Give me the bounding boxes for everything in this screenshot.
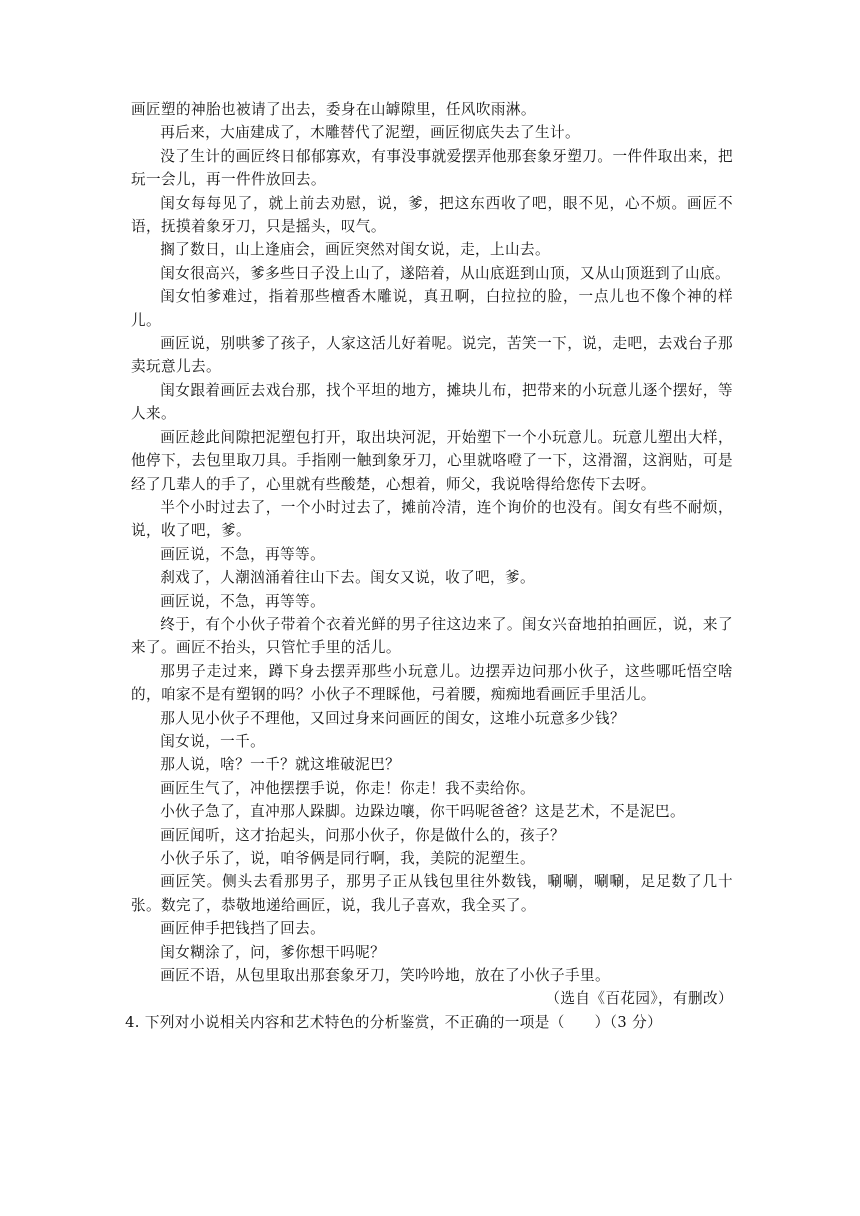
story-paragraph: 闺女说，一千。: [160, 732, 266, 750]
story-paragraph: 闺女糊涂了，问，爹你想干吗呢？: [160, 943, 386, 961]
story-paragraph: 闺女很高兴，爹多些日子没上山了，遂陪着，从山底逛到山顶，又从山顶逛到了山底。: [160, 264, 730, 282]
story-paragraph: 画匠说，不急，再等等。: [160, 592, 326, 610]
story-paragraph: 闺女每每见了，就上前去劝慰，说，爹，把这东西收了吧，眼不见，心不烦。画匠不语，抚摸着象牙刀，只是摇头，叹气。: [131, 194, 733, 236]
story-paragraph: 那男子走过来，蹲下身去摆弄那些小玩意儿。边摆弄边问那小伙子，这些哪吒悟空啥的，咱家不是有塑钢的吗？小伙子不理睬他，弓着腰，痴痴地看画匠手里活儿。: [131, 662, 733, 704]
story-paragraph: 画匠说，不急，再等等。: [160, 545, 326, 563]
story-paragraph: 画匠生气了，冲他摆摆手说，你走！你走！我不卖给你。: [160, 779, 536, 797]
story-paragraph: 那人见小伙子不理他，又回过身来问画匠的闺女，这堆小玩意多少钱？: [160, 709, 625, 727]
story-paragraph: 画匠不语，从包里取出那套象牙刀，笑吟吟地，放在了小伙子手里。: [160, 967, 611, 985]
story-paragraph: 画匠笑。侧头去看那男子，那男子正从钱包里往外数钱，唰唰，唰唰，足足数了几十张。数完了，恭敬地递给画匠，说，我儿子喜欢，我全买了。: [131, 873, 733, 914]
source-citation: （选自《百花园》，有删改）: [545, 990, 733, 1008]
story-paragraph: 闺女跟着画匠去戏台那，找个平坦的地方，摊块儿布，把带来的小玩意儿逐个摆好，等人来。: [131, 381, 733, 423]
story-paragraph: 画匠趁此间隙把泥塑包打开，取出块河泥，开始塑下一个小玩意儿。玩意儿塑出大样，他停下，去包里取刀具。手指刚一触到象牙刀，心里就咯噔了一下，这滑溜，这润贴，可是经了几辈人的手了，心里就有些酸楚，心想着，师父，我说啥得给您传下去呀。: [131, 428, 733, 493]
story-paragraph: 画匠塑的神胎也被请了出去，委身在山罅隙里，任风吹雨淋。: [131, 101, 536, 118]
story-paragraph: 小伙子乐了，说，咱爷俩是同行啊，我，美院的泥塑生。: [160, 850, 536, 867]
story-paragraph: 小伙子急了，直冲那人跺脚。边跺边嚷，你干吗呢爸爸？这是艺术，不是泥巴。: [160, 803, 685, 821]
story-body: [131, 98, 733, 987]
story-paragraph: 画匠伸手把钱挡了回去。: [160, 920, 326, 938]
story-paragraph: 刹戏了，人潮汹涌着往山下去。闺女又说，收了吧，爹。: [160, 569, 536, 587]
story-paragraph: 搁了数日，山上逢庙会，画匠突然对闺女说，走，上山去。: [160, 241, 551, 259]
story-paragraph: 没了生计的画匠终日郁郁寡欢，有事没事就爱摆弄他那套象牙塑刀。一件件取出来，把玩一会儿，再一件件放回去。: [131, 147, 733, 189]
story-paragraph: 终于，有个小伙子带着个衣着光鲜的男子往这边来了。闺女兴奋地拍拍画匠，说，来了来了。画匠不抬头，只管忙手里的活儿。: [131, 615, 733, 657]
story-paragraph: 画匠闻听，这才抬起头，问那小伙子，你是做什么的，孩子？: [160, 826, 566, 844]
document-page: [125, 98, 733, 1034]
story-paragraph: 那人说，啥？一千？就这堆破泥巴？: [160, 756, 401, 774]
story-paragraph: 半个小时过去了，一个小时过去了，摊前冷清，连个询价的也没有。闺女有些不耐烦，说，收了吧，爹。: [131, 498, 733, 540]
story-paragraph: 画匠说，别哄爹了孩子，人家这活儿好着呢。说完，苦笑一下，说，走吧，去戏台子那卖玩意儿去。: [131, 335, 733, 376]
story-paragraph: 再后来，大庙建成了，木雕替代了泥塑，画匠彻底失去了生计。: [160, 124, 581, 142]
question-4: 4. 下列对小说相关内容和艺术特色的分析鉴赏，不正确的一项是（ ）（3 分）: [125, 1013, 663, 1031]
story-paragraph: 闺女怕爹难过，指着那些檀香木雕说，真丑啊，白拉拉的脸，一点儿也不像个神的样儿。: [131, 288, 733, 329]
